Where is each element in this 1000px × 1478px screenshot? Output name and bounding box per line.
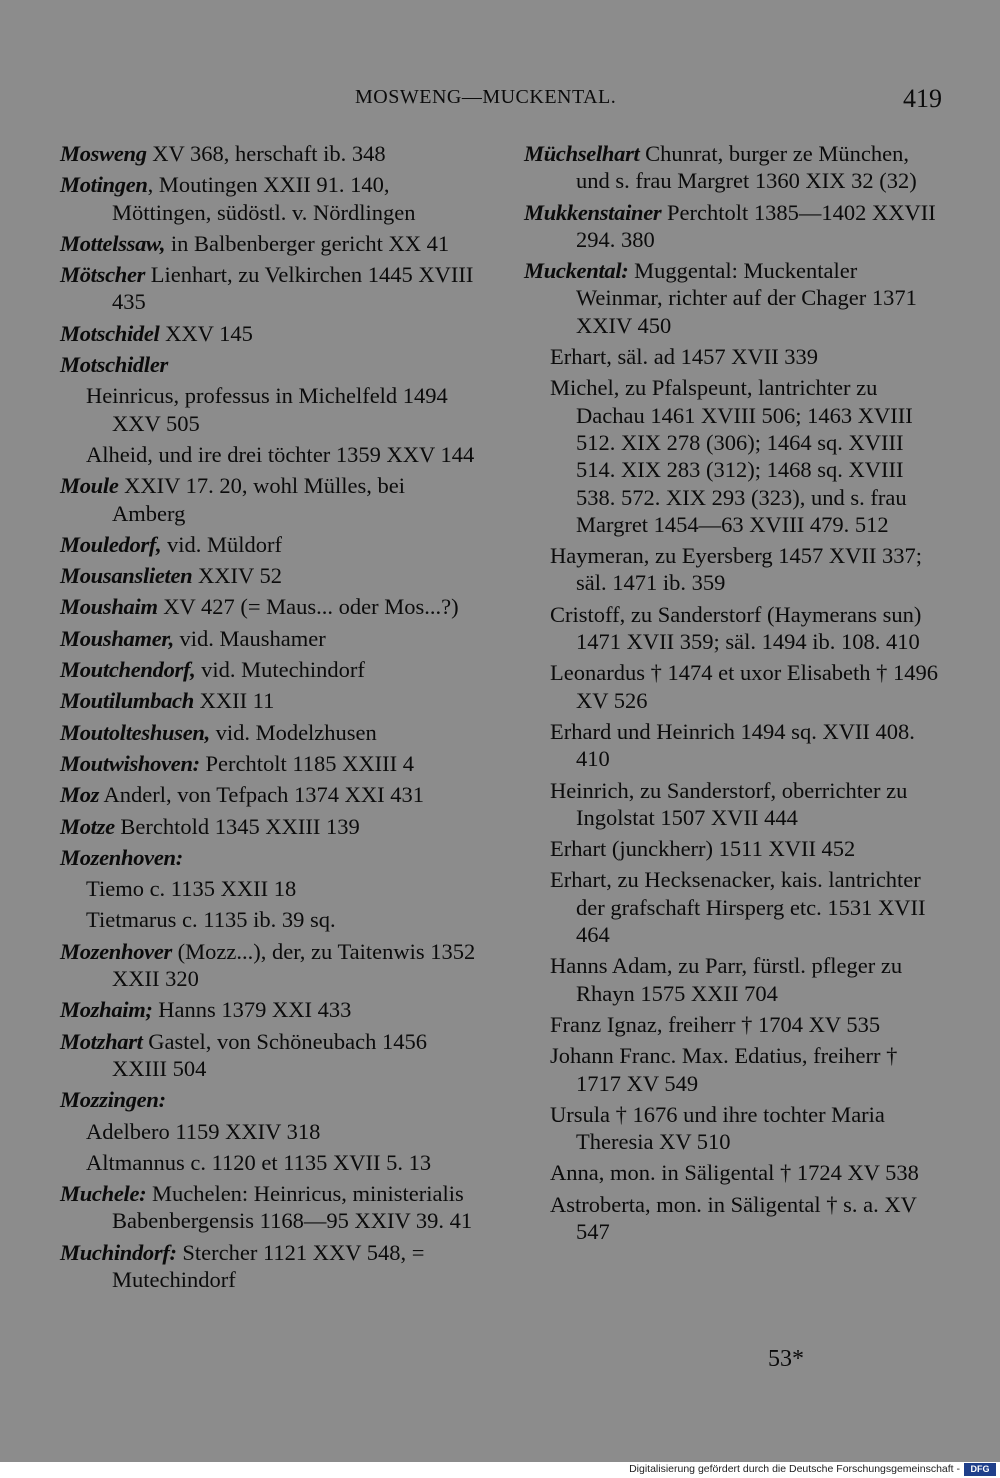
sub-entry: Haymeran, zu Eyersberg 1457 XVII 337; säl. 1471 ib. 359: [550, 543, 922, 596]
entry-headword: Mousanslieten: [60, 563, 193, 589]
index-entry: [60, 813, 482, 840]
entry-headword: Mötscher: [60, 262, 146, 288]
index-entry: [60, 1180, 482, 1235]
entry-text: Hanns 1379 XXI 433: [152, 997, 352, 1023]
index-entry: [60, 625, 482, 652]
sub-entry: Erhart (junckherr) 1511 XVII 452: [550, 836, 856, 862]
running-title: MOSWENG—MUCKENTAL.: [355, 86, 617, 108]
entry-headword: Moutchendorf,: [60, 657, 196, 683]
index-entry: [60, 593, 482, 620]
sub-entry: Tiemo c. 1135 XXII 18: [86, 876, 297, 902]
footer-credit: Digitalisierung gefördert durch die Deutsche Forschungsgemeinschaft -: [629, 1463, 960, 1475]
sub-entry: Anna, mon. in Säligental † 1724 XV 538: [550, 1160, 919, 1186]
entry-text: XXV 145: [159, 320, 253, 346]
index-entry: [524, 199, 944, 254]
entry-text: XV 427 (= Maus... oder Mos...?): [157, 594, 459, 620]
entry-headword: Motschidel: [60, 320, 160, 346]
entry-text: XXII 11: [193, 688, 275, 714]
entry-headword: Müchselhart: [524, 141, 640, 166]
index-entry: [60, 261, 482, 316]
entry-headword: Motschidler: [60, 352, 168, 378]
sub-entry: Johann Franc. Max. Edatius, freiherr † 1717 XV 549: [550, 1043, 898, 1096]
entry-text: vid. Modelzhusen: [209, 719, 377, 745]
sub-entry: Adelbero 1159 XXIV 318: [86, 1118, 321, 1144]
entry-text: vid. Maushamer: [173, 625, 326, 651]
entry-headword: Mukkenstainer: [524, 199, 662, 225]
page-header: [0, 86, 1000, 116]
sub-entry: Heinricus, professus in Michelfeld 1494 XXV 505: [86, 383, 448, 436]
entry-text: Chunrat, burger ze München, und s. frau Margret 1360 XIX 32 (32): [576, 141, 917, 194]
entry-headword: Moushamer,: [60, 625, 174, 651]
entry-headword: Muckental:: [524, 258, 629, 284]
index-entry: [524, 257, 944, 339]
index-entry: [60, 844, 482, 871]
entry-headword: Moushaim: [60, 594, 158, 620]
entry-text: Muchelen: Heinricus, ministerialis Babenbergensis 1168—95 XXIV 39. 41: [112, 1181, 473, 1234]
entry-headword: Muchindorf:: [60, 1239, 177, 1265]
index-entry: [60, 562, 482, 589]
index-entry: [60, 938, 482, 993]
entry-headword: Mozenhoven:: [60, 844, 183, 870]
entry-text: Muggental: Muckentaler Weinmar, richter auf der Chager 1371 XXIV 450: [576, 258, 917, 338]
entry-headword: Moutilumbach: [60, 688, 194, 714]
index-entry: [60, 781, 482, 808]
index-entry: [60, 351, 482, 378]
sub-entry: Erhart, zu Hecksenacker, kais. lantrichter der grafschaft Hirsperg etc. 1531 XVII 464: [550, 867, 926, 948]
entry-text: vid. Mutechindorf: [195, 657, 365, 683]
index-entry: [60, 719, 482, 746]
sub-entry: Ursula † 1676 und ihre tochter Maria Theresia XV 510: [550, 1101, 885, 1155]
entry-headword: Mozhaim;: [60, 997, 153, 1023]
entry-text: , Moutingen XXII 91. 140, Möttingen, südöstl. v. Nördlingen: [112, 172, 416, 225]
index-entry: [60, 656, 482, 683]
entry-text: Anderl, von Tefpach 1374 XXI 431: [99, 782, 424, 808]
entry-text: in Balbenberger gericht XX 41: [165, 230, 450, 256]
sub-entry: Altmannus c. 1120 et 1135 XVII 5. 13: [86, 1149, 432, 1175]
index-entry: [60, 1239, 482, 1294]
entry-text: Berchtold 1345 XXIII 139: [114, 813, 360, 839]
dfg-logo: DFG: [964, 1463, 996, 1476]
sub-entry: Erhart, säl. ad 1457 XVII 339: [550, 344, 819, 370]
entry-headword: Mosweng: [60, 141, 147, 166]
left-column: [60, 140, 482, 1297]
index-entry: [524, 140, 944, 195]
index-entry: [60, 1028, 482, 1083]
sub-entry: Michel, zu Pfalspeunt, lantrichter zu Dachau 1461 XVIII 506; 1463 XVIII 512. XIX 278 (306); 1464 sq. XVIII 514. XIX 283 (312); 1468 sq. XVIII 538. 572. XIX 293 (323), und s. frau Margret 1454—63 XVIII 479. 512: [550, 375, 913, 537]
index-entry: [60, 996, 482, 1023]
sub-entry: Leonardus † 1474 et uxor Elisabeth † 1496 XV 526: [550, 660, 939, 713]
sub-entry: Erhard und Heinrich 1494 sq. XVII 408. 410: [550, 718, 915, 772]
entry-headword: Moutolteshusen,: [60, 719, 210, 745]
entry-headword: Mottelssaw,: [60, 230, 166, 256]
index-entry: [60, 750, 482, 777]
sub-entry: Franz Ignaz, freiherr † 1704 XV 535: [550, 1011, 881, 1037]
entry-text: XXIV 52: [192, 563, 282, 589]
entry-text: Perchtolt 1185 XXIII 4: [199, 750, 415, 776]
sub-entry: Tietmarus c. 1135 ib. 39 sq.: [86, 907, 336, 933]
sub-entry: Cristoff, zu Sanderstorf (Haymerans sun) 1471 XVII 359; säl. 1494 ib. 108. 410: [550, 601, 922, 655]
entry-text: Stercher 1121 XXV 548, = Mutechindorf: [112, 1239, 425, 1292]
entry-headword: Moutwishoven:: [60, 750, 200, 776]
entry-text: vid. Müldorf: [161, 531, 283, 557]
index-entry: [60, 531, 482, 558]
entry-headword: Moule: [60, 473, 119, 499]
entry-text: XXIV 17. 20, wohl Mülles, bei Amberg: [112, 473, 405, 526]
entry-text: XV 368, herschaft ib. 348: [146, 141, 386, 166]
index-entry: [60, 1086, 482, 1113]
index-entry: [60, 230, 482, 257]
entry-headword: Motze: [60, 813, 115, 839]
signature-mark: 53*: [768, 1346, 804, 1372]
right-column: [524, 140, 944, 1249]
entry-headword: Motzhart: [60, 1028, 143, 1054]
entry-headword: Mozenhover: [60, 938, 173, 964]
sub-entry: Alheid, und ire drei töchter 1359 XXV 144: [86, 441, 475, 467]
entry-text: Perchtolt 1385—1402 XXVII 294. 380: [576, 199, 936, 252]
entry-headword: Mozzingen:: [60, 1087, 166, 1113]
index-entry: [60, 687, 482, 714]
entry-headword: Motingen: [60, 172, 148, 198]
entry-headword: Muchele:: [60, 1181, 147, 1207]
sub-entry: Hanns Adam, zu Parr, fürstl. pfleger zu Rhayn 1575 XXII 704: [550, 953, 903, 1006]
index-entry: [60, 140, 482, 167]
index-entry: [60, 171, 482, 226]
sub-entry: Astroberta, mon. in Säligental † s. a. XV 547: [550, 1191, 917, 1244]
index-entry: [60, 472, 482, 527]
page-number: 419: [903, 84, 942, 113]
entry-text: Lienhart, zu Velkirchen 1445 XVIII 435: [112, 262, 474, 315]
entry-text: Gastel, von Schöneubach 1456 XXIII 504: [112, 1028, 427, 1081]
index-entry: [60, 320, 482, 347]
entry-headword: Moz: [60, 782, 100, 808]
entry-text: (Mozz...), der, zu Taitenwis 1352 XXII 320: [112, 938, 476, 992]
entry-headword: Mouledorf,: [60, 531, 162, 557]
footer-bar: [0, 1462, 1000, 1478]
sub-entry: Heinrich, zu Sanderstorf, oberrichter zu Ingolstat 1507 XVII 444: [550, 777, 908, 830]
